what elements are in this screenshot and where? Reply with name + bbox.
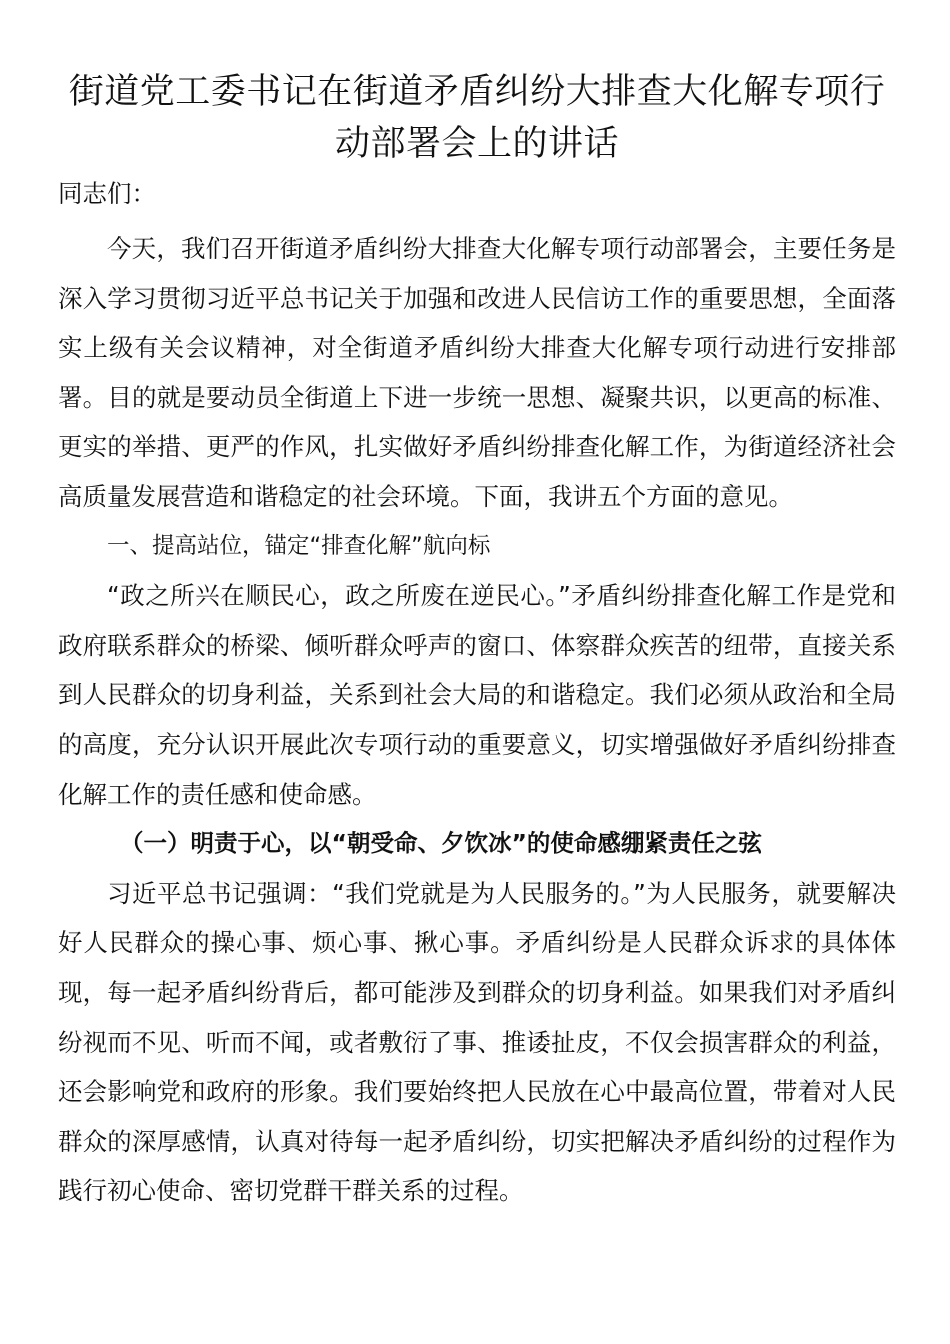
subsection-heading-1: （一）明责于心，以“朝受命、夕饮冰”的使命感绷紧责任之弦 [120, 829, 762, 858]
document-title: 街道党工委书记在街道矛盾纠纷大排查大化解专项行动部署会上的讲话 [68, 72, 886, 164]
section-heading-1: 一、提高站位，锚定“排查化解”航向标 [107, 532, 491, 559]
document-page [58, 66, 896, 1216]
salutation: 同志们： [58, 179, 156, 208]
section-1-paragraph: “政之所兴在顺民心，政之所废在逆民心。”矛盾纠纷排查化解工作是党和政府联系群众的桥梁、倾听群众呼声的窗口、体察群众疾苦的纽带，直接关系到人民群众的切身利益，关系到社会大局的和谐稳定。我们必须从政治和全局的高度，充分认识开展此次专项行动的重要意义，切实增强做好矛盾纠纷排查化解工作的责任感和使命感。 [58, 581, 896, 809]
subsection-1-paragraph: 习近平总书记强调：“我们党就是为人民服务的。”为人民服务，就要解决好人民群众的操心事、烦心事、揪心事。矛盾纠纷是人民群众诉求的具体体现，每一起矛盾纠纷背后，都可能涉及到群众的切身利益。如果我们对矛盾纠纷视而不见、听而不闻，或者敷衍了事、推诿扯皮，不仅会损害群众的利益，还会影响党和政府的形象。我们要始终把人民放在心中最高位置，带着对人民群众的深厚感情，认真对待每一起矛盾纠纷，切实把解决矛盾纠纷的过程作为践行初心使命、密切党群干群关系的过程。 [58, 878, 896, 1206]
opening-paragraph: 今天，我们召开街道矛盾纠纷大排查大化解专项行动部署会，主要任务是深入学习贯彻习近平总书记关于加强和改进人民信访工作的重要思想，全面落实上级有关会议精神，对全街道矛盾纠纷大排查大化解专项行动进行安排部署。目的就是要动员全街道上下进一步统一思想、凝聚共识，以更高的标准、更实的举措、更严的作风，扎实做好矛盾纠纷排查化解工作，为街道经济社会高质量发展营造和谐稳定的社会环境。下面，我讲五个方面的意见。 [58, 234, 896, 511]
